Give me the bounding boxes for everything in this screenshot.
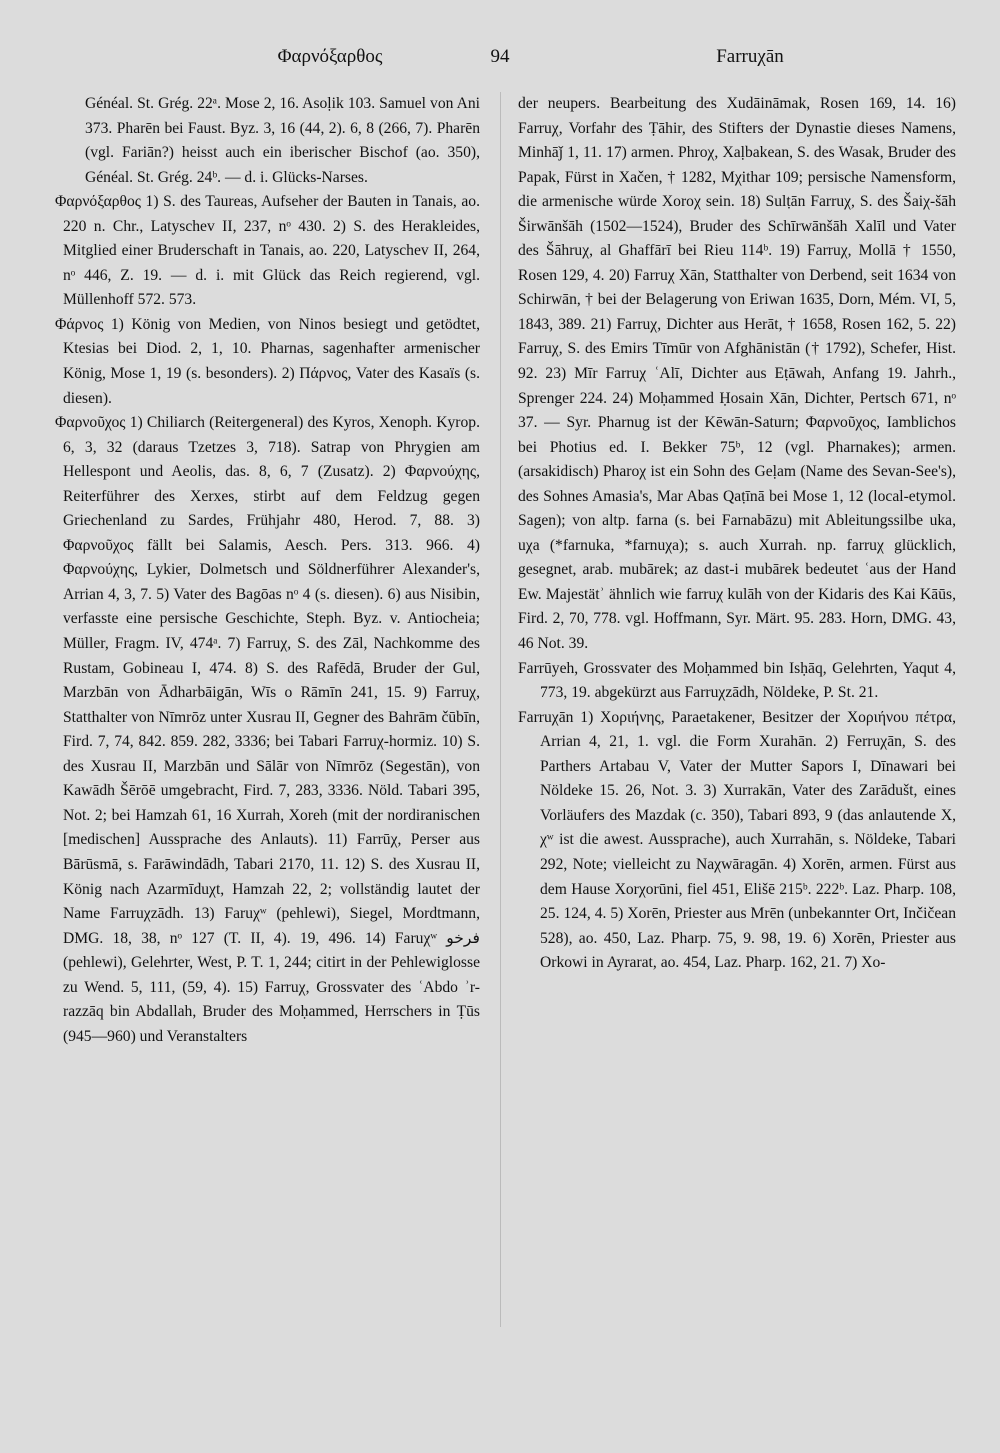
entry-pharnouchos: Φαρνοῦχος 1) Chiliarch (Reitergeneral) des Kyros, Xenoph. Kyrop. 6, 3, 32 (daraus Tzetzes 3, 718). Satrap von Phrygien am Hellespont und Aeolis, das. 8, 6, 7 (Zusatz). 2) Φαρνούχης, Reiterführer des Xerxes, stirbt auf dem Feldzug gegen Griechenland zu Sardes, Frühjahr 480, Herod. 7, 88. 3) Φαρνοῦχος fällt bei Salamis, Aesch. Pers. 313. 966. 4) Φαρνούχης, Lykier, Dolmetsch und Söldnerführer Alexander's, Arrian 4, 3, 7. 5) Vater des Bagōas nᵒ 4 (s. diesen). 6) aus Nisibin, verfasste eine persische Geschichte, Steph. Byz. v. Antiocheia; Müller, Fragm. IV, 474ᵃ. 7) Farruχ, S. des Zāl, Nachkomme des Rustam, Gobineau I, 474. 8) S. des Rafēdā, Bruder der Gul, Marzbān von Ādharbāigān, Wīs o Rāmīn 241, 15. 9) Farruχ, Statthalter von Nīmrōz unter Xusrau II, Gegner des Bahrām čūbīn, Fird. 7, 74, 842. 859. 282, 3336; bei Tabari Farruχ-hormiz. 10) S. des Xusrau II, Marzbān und Sālār von Nīmrōz (Segestān), von Kawādh Šērōē umgebracht, Fird. 7, 283, 3336. Nöld. Tabari 395, Not. 2; bei Hamzah 61, 16 Xurrah, Xoreh (mit der nordiranischen [medischen] Aussprache des Anlauts). 11) Farrūχ, Perser aus Bārūsmā, s. Farāwindādh, Tabari 2170, 11. 12) S. des Xusrau II, König nach Azarmīduχt, Hamzah 22, 2; vollständig lautet der Name Farruχzādh. 13) Faruχʷ (pehlewi), Siegel, Mordtmann, DMG. 18, 38, nᵒ 127 (T. II, 4). 19, 496. 14) Faruχʷ فرخو (pehlewi), Gelehrter, West, P. T. 1, 244; citirt in der Pehlewiglosse zu Wend. 5, 111, (59, 4). 15) Farruχ, Grossvater des ʿAbdo ʾr-razzāq bin Abdallah, Bruder des Moḥammed, Herrschers in Ṭūs (945—960) und Veranstalters bbox=[55, 414, 480, 1045]
right-column bbox=[518, 92, 956, 976]
page-number: 94 bbox=[490, 46, 510, 67]
column-divider bbox=[500, 92, 501, 1327]
left-column bbox=[55, 92, 480, 1049]
entry-farruyeh: Farrūyeh, Grossvater des Moḥammed bin Isḥāq, Gelehrten, Yaqut 4, 773, 19. abgekürzt aus Farruχzādh, Nöldeke, P. St. 21. bbox=[518, 659, 956, 702]
running-header bbox=[0, 46, 1000, 76]
entry-farruchan: Farruχān 1) Χοριήνης, Paraetakener, Besitzer der Χοριήνου πέτρα, Arrian 4, 21, 1. vgl. die Form Xurahān. 2) Ferruχān, S. des Parthers Artabau V, Vater der Mutter Sapors I, Dīnawari bei Nöldeke 15. 26, Not. 3. 3) Xurrakān, Vater des Zarādušt, eines Vorläufers des Mazdak (c. 350), Tabari 893, 9 (das anlautende X, χʷ ist die awest. Aussprache), auch Xurrahān, s. Nöldeke, Tabari 292, Note; vielleicht zu Naχwāragān. 4) Xorēn, armen. Fürst aus dem Hause Xorχorūni, fiel 451, Elišē 215ᵇ. 222ᵇ. Laz. Pharp. 108, 25. 124, 4. 5) Xorēn, Priester aus Mrēn (unbekannter Ort, Inčičean 528), ao. 450, Laz. Pharp. 75, 9. 98, 19. 6) Xorēn, Priester aus Orkowi in Ayrarat, ao. 454, Laz. Pharp. 162, 21. 7) Xo- bbox=[518, 708, 956, 972]
header-left-keyword: Φαρνόξαρθος bbox=[277, 46, 383, 67]
entry-continuation-right: der neupers. Bearbeitung des Xudāināmak, Rosen 169, 14. 16) Farruχ, Vorfahr des Ṭāhir, des Stifters der Dynastie dieses Namens, Minhāǰ 1, 11. 17) armen. Phroχ, Xaḷbakean, S. des Wasak, Bruder des Papak, Fürst in Xačen, † 1282, Mχithar 109; persische Namensform, die armenische würde Xoroχ sein. 18) Sulṭān Farruχ, S. des Šaiχ-šāh Širwānšāh (1502—1524), Bruder des Schīrwānšāh Xalīl und Vater des Šāhruχ, al Ghaffārī bei Rieu 114ᵇ. 19) Farruχ, Mollā † 1550, Rosen 129, 4. 20) Farruχ Xān, Statthalter von Derbend, seit 1634 von Schirwān, † bei der Belagerung von Eriwan 1635, Dorn, Mém. VI, 5, 1843, 389. 21) Farruχ, Dichter aus Herāt, † 1658, Rosen 162, 5. 22) Farruχ, S. des Emirs Tīmūr von Afghānistān († 1792), Schefer, Hist. 92. 23) Mīr Farruχ ʿAlī, Dichter aus Eṭāwah, Anfang 19. Jahrh., Sprenger 224. 24) Moḥammed Ḥosain Xān, Dichter, Pertsch 671, nᵒ 37. — Syr. Pharnug ist der Kēwān-Saturn; Φαρνοῦχος, Iamblichos bei Photius ed. I. Bekker 75ᵇ, 12 (vgl. Pharnakes); armen. (arsakidisch) Pharoχ ist ein Sohn des Geḷam (Name des Sevan-See's), des Sohnes Amasia's, Mar Abas Qaṭīnā bei Mose 1, 12 (local-etymol. Sagen); von altp. farna (s. bei Farnabāzu) mit Ableitungssilbe uka, uχa (*farnuka, *farnuχa); s. auch Xurrah. np. farruχ glücklich, gesegnet, arab. mubārek; az dast-i mubārek bedeutet ʿaus der Hand Ew. Majestätʾ ähnlich wie farruχ kulāh von der Kidaris des Kai Kāūs, Fird. 2, 70, 778. vgl. Hoffmann, Syr. Märt. 95. 283. Horn, DMG. 43, 46 Not. 39. bbox=[518, 95, 956, 653]
entry-pharnos: Φάρνος 1) König von Medien, von Ninos besiegt und getödtet, Ktesias bei Diod. 2, 1, 10. Pharnas, sagenhafter armenischer König, Mose 1, 19 (s. besonders). 2) Πάρνος, Vater des Kasaïs (s. diesen). bbox=[55, 315, 480, 407]
entry-continuation: Généal. St. Grég. 22ᵃ. Mose 2, 16. Asoḷik 103. Samuel von Ani 373. Pharēn bei Faust. Byz. 3, 16 (44, 2). 6, 8 (266, 7). Pharēn (vgl. Fariān?) heisst auch ein iberischer Bischof (ao. 350), Généal. St. Grég. 24ᵇ. — d. i. Glücks-Narses. bbox=[85, 95, 480, 186]
entry-pharnoxarthos: Φαρνόξαρθος 1) S. des Taureas, Aufseher der Bauten in Tanais, ao. 220 n. Chr., Latyschev II, 237, nᵒ 430. 2) S. des Herakleides, Mitglied einer Bruderschaft in Tanais, ao. 220, Latyschev II, 264, nᵒ 446, Z. 19. — d. i. mit Glück das Reich regierend, vgl. Müllenhoff 572. 573. bbox=[55, 193, 480, 309]
header-right-keyword: Farruχān bbox=[716, 46, 784, 67]
